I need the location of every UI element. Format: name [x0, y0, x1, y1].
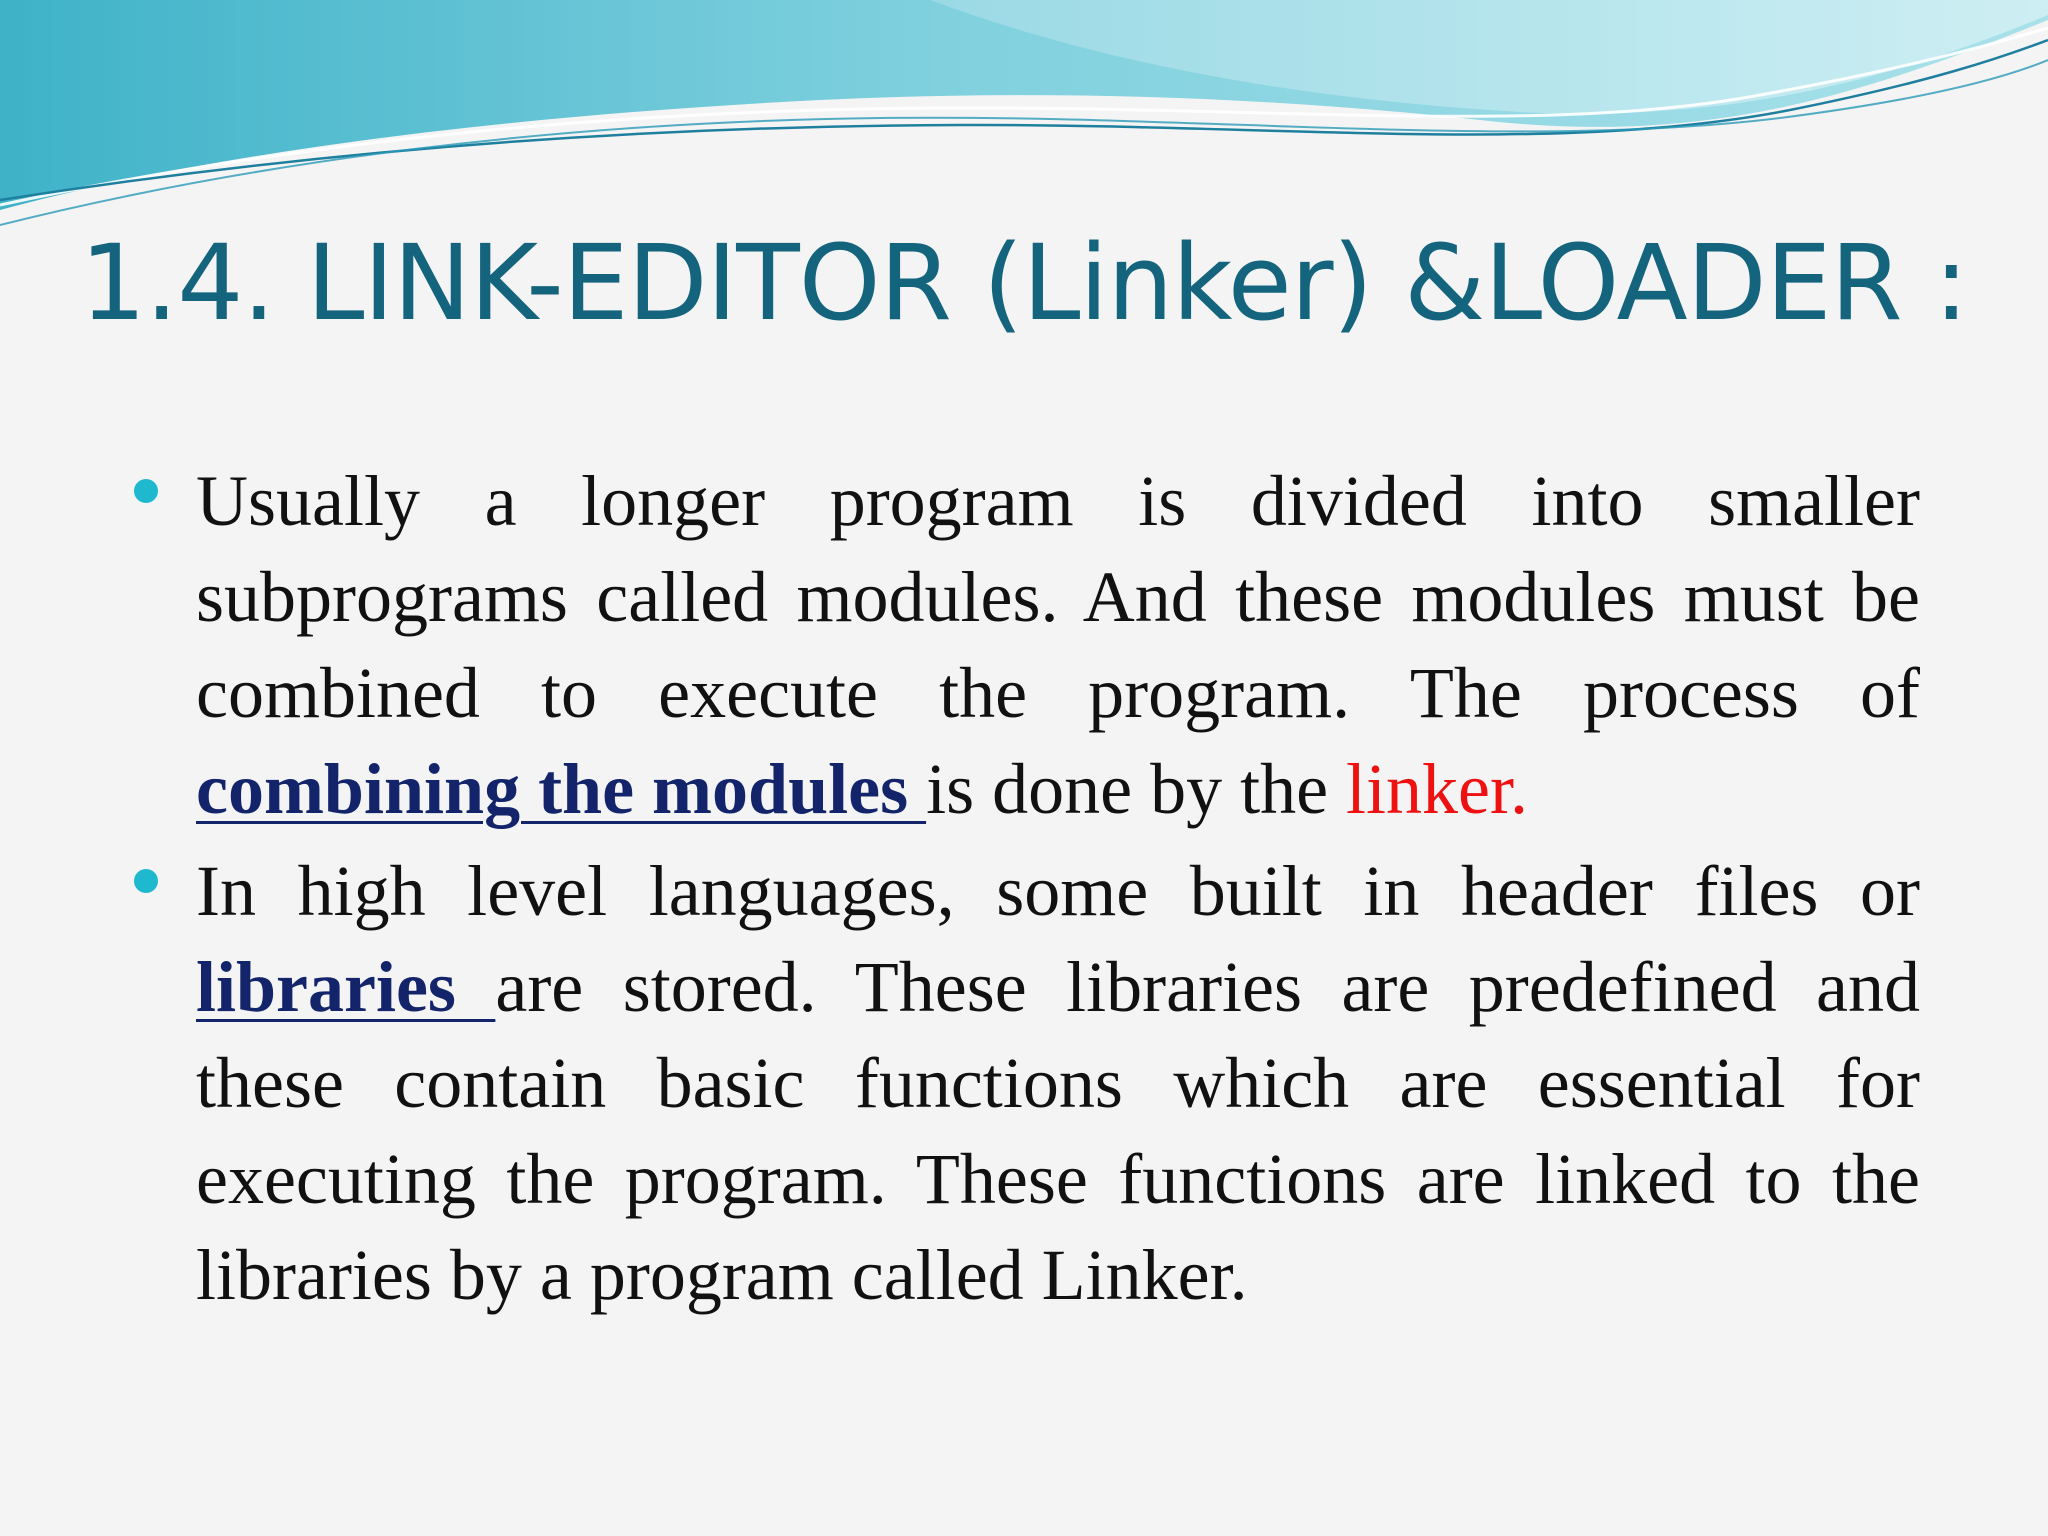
slide-title: 1.4. LINK-EDITOR (Linker) &LOADER : — [80, 222, 1968, 344]
bullet-dot-icon — [134, 869, 158, 893]
bullet-dot-icon — [134, 479, 158, 503]
combining-modules-link[interactable]: combining the modules — [196, 749, 927, 829]
bullet-list — [130, 453, 1920, 1329]
libraries-link[interactable]: libraries — [196, 947, 496, 1027]
bullet-item-linker-modules — [130, 453, 1920, 837]
bullet-text-intro: Usually a longer program is divided into smaller subprograms called modules. And these modules must be combined to execute the program. The process of — [196, 461, 1920, 733]
header-wave-decoration — [0, 0, 2048, 240]
bullet-text-intro: In high level languages, some built in header files or — [196, 851, 1920, 931]
bullet-item-libraries — [130, 843, 1920, 1323]
bullet-text-rest: are stored. These libraries are predefined and these contain basic functions which are essential for executing the program. These functions are linked to the libraries by a program called Linker. — [196, 947, 1920, 1315]
bullet-text-middle: is done by the — [926, 749, 1347, 829]
linker-highlight: linker. — [1346, 749, 1529, 829]
